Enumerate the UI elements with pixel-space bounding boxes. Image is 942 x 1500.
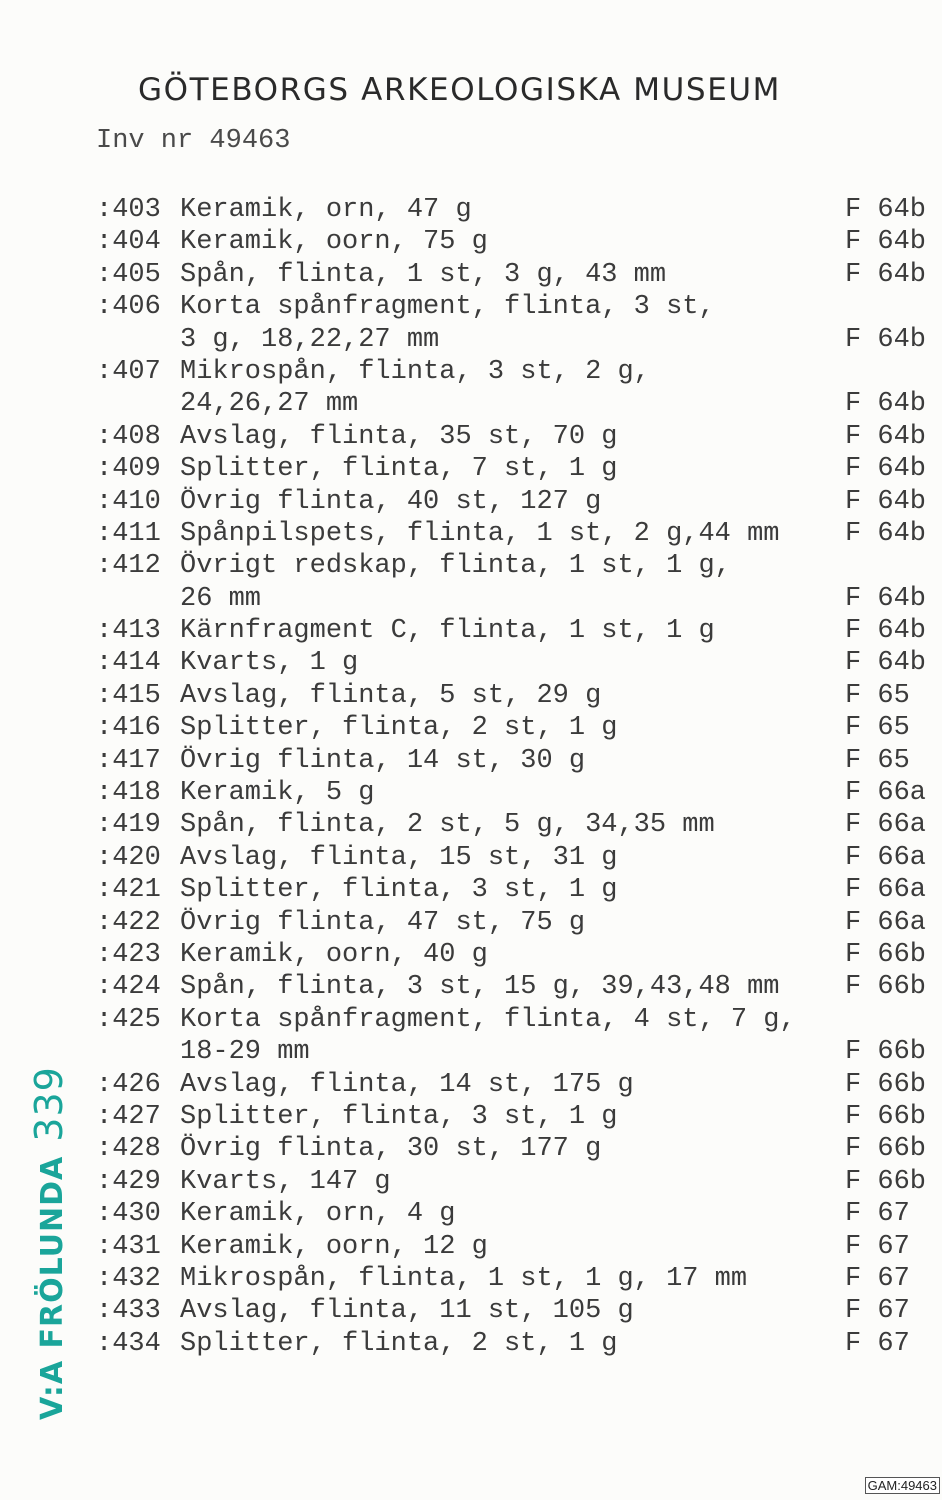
entry-location: F 64b [845,454,927,485]
entry-row [0,971,942,1003]
entry-description: Spånpilspets, flinta, 1 st, 2 g,44 mm [180,518,780,549]
stamp-number: 339 [27,1066,71,1142]
entry-description: Avslag, flinta, 14 st, 175 g [180,1069,634,1100]
entry-description: Keramik, oorn, 40 g [180,939,488,970]
entry-row [0,1101,942,1133]
entry-description: Korta spånfragment, flinta, 4 st, 7 g, [180,1004,796,1035]
entry-number: :409 [96,454,161,485]
entry-description: Avslag, flinta, 15 st, 31 g [180,842,618,873]
entry-description: Spån, flinta, 2 st, 5 g, 34,35 mm [180,810,715,841]
entry-row [0,1004,942,1036]
entry-description: Mikrospån, flinta, 1 st, 1 g, 17 mm [180,1263,748,1294]
entry-number: :405 [96,259,161,290]
entry-description: Splitter, flinta, 3 st, 1 g [180,875,618,906]
entry-description: Övrigt redskap, flinta, 1 st, 1 g, [180,551,731,582]
entry-number: :414 [96,648,161,679]
entry-row [0,1198,942,1230]
entry-description: Mikrospån, flinta, 3 st, 2 g, [180,356,650,387]
entry-row [0,1069,942,1101]
entry-number: :404 [96,227,161,258]
entry-row [0,388,942,420]
entry-row [0,874,942,906]
entry-location: F 65 [845,745,910,776]
entry-description: Avslag, flinta, 11 st, 105 g [180,1296,634,1327]
entry-description: Kvarts, 1 g [180,648,359,679]
entry-number: :421 [96,875,161,906]
entry-description: Keramik, orn, 47 g [180,195,472,225]
entry-number: :412 [96,551,161,582]
entry-description: Korta spånfragment, flinta, 3 st, [180,292,715,323]
entry-row [0,324,942,356]
entry-description: Splitter, flinta, 2 st, 1 g [180,713,618,744]
entry-location: F 64b [845,227,927,258]
entry-row [0,680,942,712]
entry-number: :431 [96,1231,161,1262]
entry-row [0,1036,942,1068]
entry-location: F 66b [845,1037,927,1068]
entry-number: :429 [96,1166,161,1197]
entry-row [0,583,942,615]
entry-location: F 66a [845,907,927,938]
entry-row [0,777,942,809]
entry-number: :430 [96,1199,161,1230]
entry-row [0,421,942,453]
entry-row [0,907,942,939]
entry-row [0,939,942,971]
entry-number: :422 [96,907,161,938]
entry-number: :434 [96,1328,161,1359]
entry-number: :426 [96,1069,161,1100]
entry-location: F 65 [845,713,910,744]
entry-number: :410 [96,486,161,517]
entry-description: Övrig flinta, 47 st, 75 g [180,907,586,938]
entry-number: :406 [96,292,161,323]
entry-row [0,1133,942,1165]
entry-number: :418 [96,778,161,809]
entry-location: F 64b [845,648,927,679]
entry-number: :407 [96,356,161,387]
entry-description: Splitter, flinta, 3 st, 1 g [180,1101,618,1132]
entry-row [0,745,942,777]
entry-list [0,194,942,1360]
entry-number: :424 [96,972,161,1003]
entry-description: Spån, flinta, 3 st, 15 g, 39,43,48 mm [180,972,780,1003]
entry-row [0,712,942,744]
entry-location: F 64b [845,583,927,614]
entry-row [0,1328,942,1360]
entry-location: F 66a [845,842,927,873]
entry-row [0,1231,942,1263]
entry-location: F 64b [845,421,927,452]
entry-row [0,356,942,388]
entry-row [0,842,942,874]
entry-description: Spån, flinta, 1 st, 3 g, 43 mm [180,259,667,290]
entry-row [0,291,942,323]
entry-description: 3 g, 18,22,27 mm [180,324,440,355]
entry-location: F 67 [845,1328,910,1359]
entry-location: F 67 [845,1263,910,1294]
entry-row [0,615,942,647]
entry-row [0,647,942,679]
entry-description: 18-29 mm [180,1037,310,1068]
entry-description: Keramik, orn, 4 g [180,1199,456,1230]
inventory-number: Inv nr 49463 [96,126,291,156]
entry-row [0,1166,942,1198]
entry-row [0,453,942,485]
entry-location: F 64b [845,324,927,355]
entry-description: Kärnfragment C, flinta, 1 st, 1 g [180,616,715,647]
entry-location: F 65 [845,680,910,711]
museum-title: GÖTEBORGS ARKEOLOGISKA MUSEUM [138,72,782,108]
entry-number: :411 [96,518,161,549]
entry-location: F 66b [845,1069,927,1100]
entry-description: Övrig flinta, 30 st, 177 g [180,1134,602,1165]
entry-location: F 66a [845,810,927,841]
entry-number: :427 [96,1101,161,1132]
entry-location: F 66a [845,778,927,809]
entry-description: Keramik, oorn, 12 g [180,1231,488,1262]
entry-location: F 66b [845,972,927,1003]
entry-location: F 66a [845,875,927,906]
entry-row [0,1295,942,1327]
entry-description: Övrig flinta, 14 st, 30 g [180,745,586,776]
entry-number: :419 [96,810,161,841]
entry-number: :403 [96,195,161,225]
entry-number: :432 [96,1263,161,1294]
entry-location: F 67 [845,1231,910,1262]
entry-location: F 64b [845,518,927,549]
entry-row [0,550,942,582]
entry-description: Splitter, flinta, 2 st, 1 g [180,1328,618,1359]
entry-description: 24,26,27 mm [180,389,359,420]
entry-row [0,226,942,258]
entry-number: :425 [96,1004,161,1035]
entry-description: Kvarts, 147 g [180,1166,391,1197]
entry-location: F 66b [845,1166,927,1197]
entry-location: F 64b [845,616,927,647]
entry-location: F 66b [845,1134,927,1165]
entry-location: F 67 [845,1296,910,1327]
entry-row [0,809,942,841]
entry-location: F 64b [845,389,927,420]
entry-location: F 66b [845,1101,927,1132]
entry-location: F 66b [845,939,927,970]
entry-row [0,486,942,518]
entry-number: :415 [96,680,161,711]
entry-row [0,518,942,550]
entry-location: F 64b [845,195,927,225]
entry-description: Övrig flinta, 40 st, 127 g [180,486,602,517]
entry-description: Keramik, 5 g [180,778,375,809]
entry-description: Keramik, oorn, 75 g [180,227,488,258]
entry-number: :420 [96,842,161,873]
reference-label: GAM:49463 [865,1477,940,1494]
entry-number: :416 [96,713,161,744]
entry-number: :433 [96,1296,161,1327]
entry-number: :417 [96,745,161,776]
entry-number: :423 [96,939,161,970]
entry-location: F 67 [845,1199,910,1230]
stamp-place: V:A FRÖLUNDA [35,1155,70,1420]
entry-row [0,194,942,226]
entry-description: Avslag, flinta, 35 st, 70 g [180,421,618,452]
entry-number: :428 [96,1134,161,1165]
entry-row [0,259,942,291]
entry-location: F 64b [845,486,927,517]
entry-description: Avslag, flinta, 5 st, 29 g [180,680,602,711]
entry-number: :413 [96,616,161,647]
entry-row [0,1263,942,1295]
entry-description: 26 mm [180,583,262,614]
location-stamp [27,1066,71,1420]
entry-number: :408 [96,421,161,452]
entry-location: F 64b [845,259,927,290]
entry-description: Splitter, flinta, 7 st, 1 g [180,454,618,485]
